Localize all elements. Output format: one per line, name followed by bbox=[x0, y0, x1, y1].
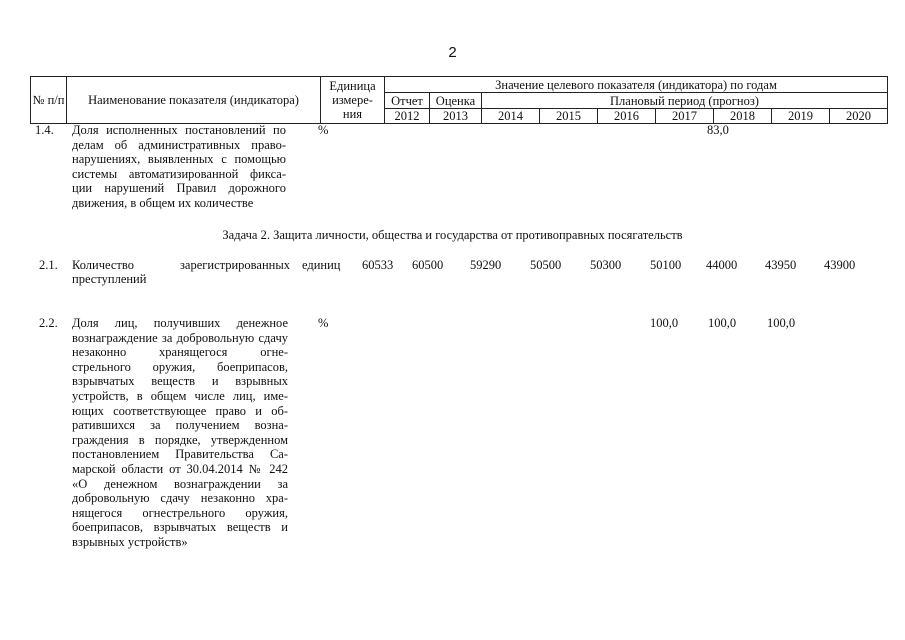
year-2016: 2016 bbox=[598, 109, 656, 124]
row-value-2013: 60500 bbox=[412, 258, 444, 272]
year-2020: 2020 bbox=[830, 109, 888, 124]
row-num: 1.4. bbox=[35, 123, 54, 137]
year-2017: 2017 bbox=[656, 109, 714, 124]
row-name: Доля исполненных постановлений по делам об административных право- нарушениях, выявленных с помощью системы автоматизированной фикса- ции нарушений Правил дорожного движения, в общем их количестве bbox=[72, 123, 286, 210]
row-value-2015: 50500 bbox=[530, 258, 562, 272]
row-value-2020: 43900 bbox=[824, 258, 856, 272]
header-name: Наименование показателя (индикатора) bbox=[67, 77, 321, 124]
year-2013: 2013 bbox=[430, 109, 482, 124]
row-value-2019: 100,0 bbox=[767, 316, 796, 330]
row-name-line-2: преступлений bbox=[72, 272, 147, 286]
header-plan: Плановый период (прогноз) bbox=[482, 93, 888, 109]
row-value-2016: 50300 bbox=[590, 258, 622, 272]
task-2-title: Задача 2. Защита личности, общества и государства от противоправных посягательств bbox=[222, 228, 683, 242]
row-value-2018: 83,0 bbox=[707, 123, 729, 137]
row-unit: единиц bbox=[302, 258, 341, 272]
header-unit: Единица измере- ния bbox=[321, 77, 385, 124]
year-2014: 2014 bbox=[482, 109, 540, 124]
row-num: 2.2. bbox=[39, 316, 58, 330]
row-value-2014: 59290 bbox=[470, 258, 502, 272]
row-name-line-1: Количество зарегистрированных bbox=[72, 258, 290, 272]
year-2012: 2012 bbox=[385, 109, 430, 124]
row-value-2018: 100,0 bbox=[708, 316, 737, 330]
row-unit: % bbox=[318, 123, 329, 137]
row-value-2012: 60533 bbox=[362, 258, 394, 272]
header-estimate: Оценка bbox=[430, 93, 482, 109]
year-2019: 2019 bbox=[772, 109, 830, 124]
table-header bbox=[30, 76, 888, 124]
header-values-title: Значение целевого показателя (индикатора) по годам bbox=[385, 77, 888, 93]
row-unit: % bbox=[318, 316, 329, 330]
page-number: 2 bbox=[448, 44, 457, 61]
row-name: Доля лиц, получивших денежное вознаграждение за добровольную сдачу незаконно хранящегося огне- стрельного оружия, боеприпасов, взрывчатых веществ и взрывных устройств, в общем числе лиц, име- ющих соответствующее право и об- ратившихся за получением возна- граждения в порядке, утвержденном постановлением Правительства Са- марской области от 30.04.2014 № 242 «О денежном вознаграждении за добровольную сдачу незаконно хра- нящегося огнестрельного оружия, боеприпасов, взрывчатых веществ и взрывных устройств» bbox=[72, 316, 288, 549]
row-value-2019: 43950 bbox=[765, 258, 797, 272]
header-num: № п/п bbox=[31, 77, 67, 124]
row-num: 2.1. bbox=[39, 258, 58, 272]
year-2018: 2018 bbox=[714, 109, 772, 124]
row-value-2017: 50100 bbox=[650, 258, 682, 272]
row-value-2018: 44000 bbox=[706, 258, 738, 272]
row-value-2017: 100,0 bbox=[650, 316, 679, 330]
header-report: Отчет bbox=[385, 93, 430, 109]
year-2015: 2015 bbox=[540, 109, 598, 124]
